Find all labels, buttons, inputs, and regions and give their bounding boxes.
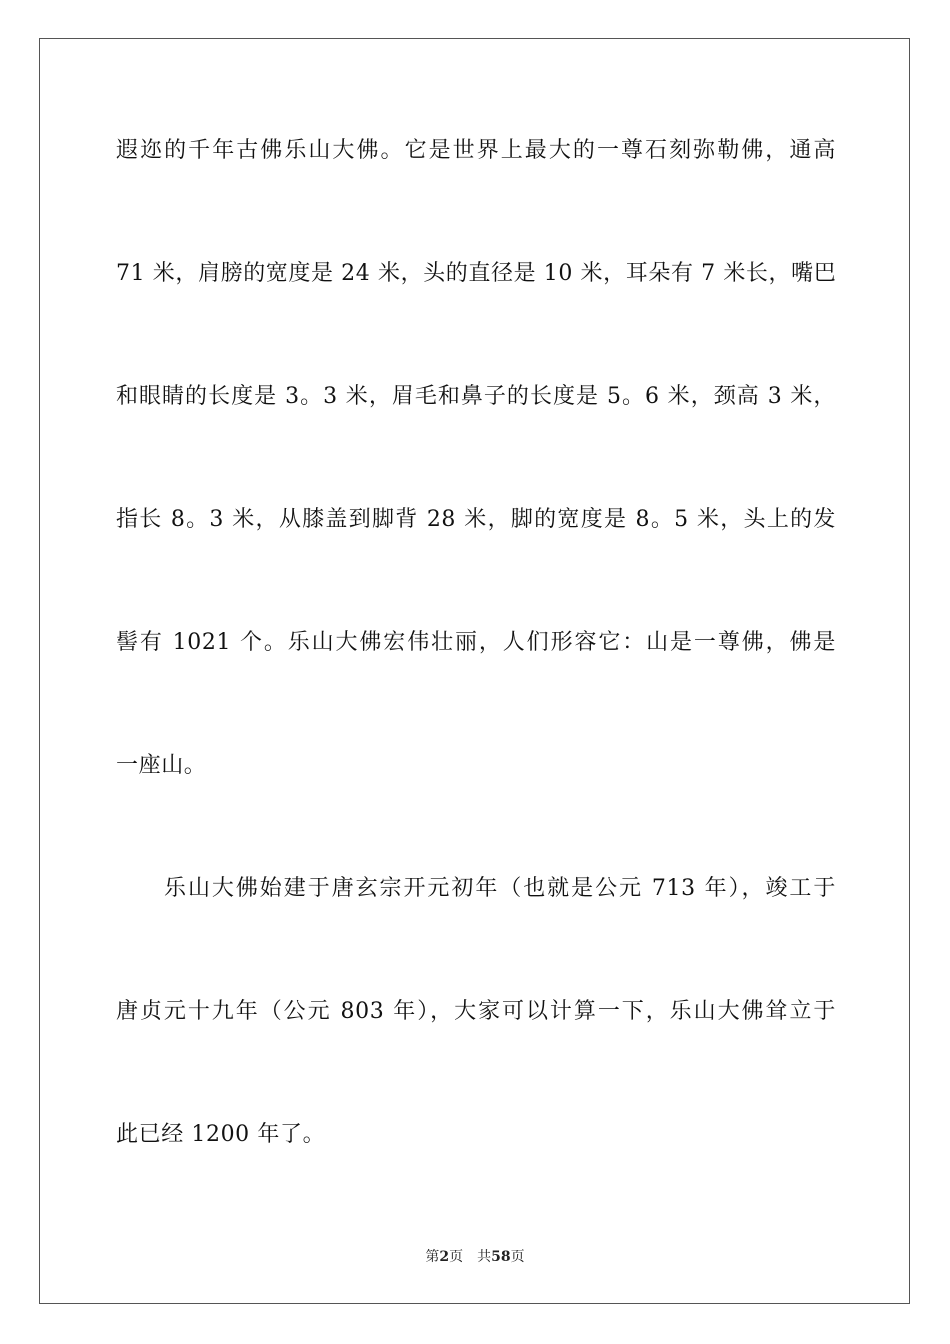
paragraph-line-4: 指长 8。3 米，从膝盖到脚背 28 米，脚的宽度是 8。5 米，头上的发 — [116, 507, 836, 532]
footer-page-prefix: 第 — [425, 1249, 440, 1265]
paragraph-line-8: 唐贞元十九年（公元 803 年），大家可以计算一下，乐山大佛耸立于 — [116, 999, 836, 1024]
footer-total-suffix: 页 — [510, 1249, 525, 1265]
paragraph-line-6: 一座山。 — [116, 753, 207, 778]
page-border — [39, 38, 910, 1304]
page-footer — [0, 1246, 950, 1266]
paragraph-line-9: 此已经 1200 年了。 — [116, 1122, 326, 1147]
paragraph-line-5: 髻有 1021 个。乐山大佛宏伟壮丽，人们形容它：山是一尊佛，佛是 — [116, 630, 836, 655]
paragraph-line-7: 乐山大佛始建于唐玄宗开元初年（也就是公元 713 年），竣工于 — [164, 876, 836, 901]
paragraph-line-3: 和眼睛的长度是 3。3 米，眉毛和鼻子的长度是 5。6 米，颈高 3 米， — [116, 384, 836, 409]
footer-total-pages: 58 — [491, 1249, 511, 1265]
footer-total-prefix: 共 — [477, 1249, 492, 1265]
footer-page-number: 2 — [439, 1249, 450, 1265]
paragraph-line-1: 遐迩的千年古佛乐山大佛。它是世界上最大的一尊石刻弥勒佛，通高 — [116, 138, 836, 163]
paragraph-line-2: 71 米，肩膀的宽度是 24 米，头的直径是 10 米，耳朵有 7 米长，嘴巴 — [116, 261, 837, 286]
footer-page-suffix: 页 — [449, 1249, 464, 1265]
